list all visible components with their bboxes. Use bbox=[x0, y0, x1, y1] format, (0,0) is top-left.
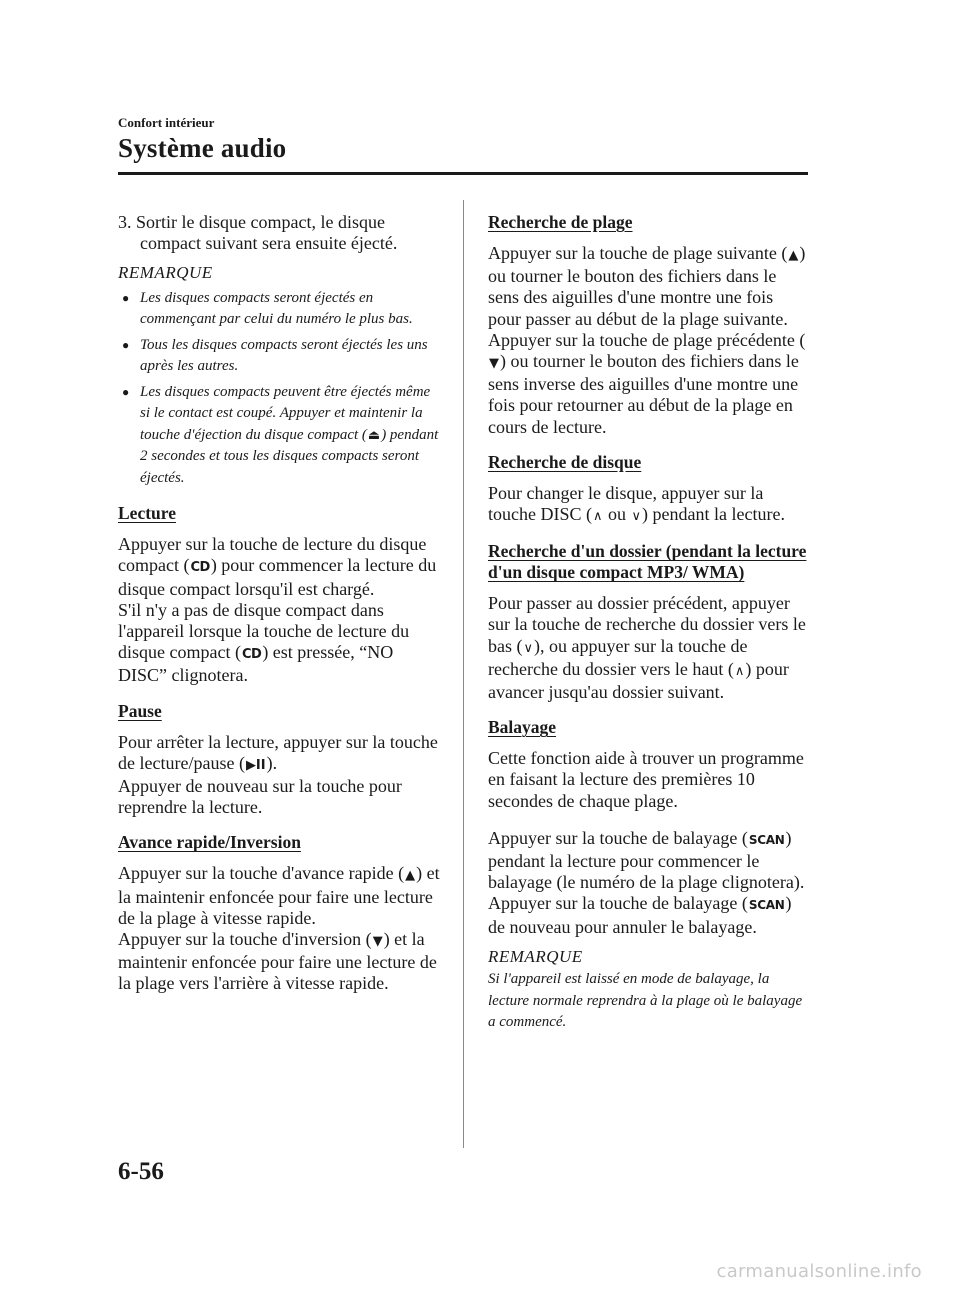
note-item: ● Les disques compacts peuvent être éjectés même si le contact est coupé. Appuyer et maintenir la touche d'éjection du disque compact (⏏) pendant 2 secondes et tous les disques compacts seront éjectés. bbox=[122, 383, 439, 486]
section-heading-disque: Recherche de disque bbox=[488, 451, 642, 472]
paragraph: Appuyer de nouveau sur la touche pour reprendre la lecture. bbox=[118, 775, 402, 818]
play-pause-icon: ▶II bbox=[245, 757, 266, 773]
paragraph: Cette fonction aide à trouver un programme en faisant la lecture des premières 10 secondes de chaque plage. bbox=[488, 748, 804, 811]
down-chevron-icon: ∨ bbox=[631, 509, 642, 525]
section-heading-balayage: Balayage bbox=[488, 717, 557, 738]
paragraph: Appuyer sur la touche de plage suivante (▲) ou tourner le bouton des fichiers dans le sens des aiguilles d'une montre une fois pour passer au début de la plage suivante. bbox=[488, 243, 806, 329]
step-3: 3. Sortir le disque compact, le disque compact suivant sera ensuite éjecté. bbox=[118, 212, 398, 254]
scan-icon: SCAN bbox=[748, 832, 785, 847]
page-title: Système audio bbox=[118, 133, 287, 163]
eject-icon: ⏏ bbox=[367, 427, 381, 443]
up-chevron-icon: ∧ bbox=[592, 509, 603, 525]
down-chevron-icon: ∨ bbox=[523, 640, 534, 656]
page-number: 6-56 bbox=[118, 1158, 164, 1185]
remarque-text: Si l'appareil est laissé en mode de balayage, la lecture normale reprendra à la plage où le balayage a commencé. bbox=[488, 971, 803, 1031]
section-heading-lecture: Lecture bbox=[118, 503, 176, 524]
down-triangle-icon: ▼ bbox=[372, 933, 383, 949]
left-column bbox=[118, 212, 440, 995]
down-triangle-icon: ▼ bbox=[489, 356, 499, 372]
bullet-icon: ● bbox=[122, 384, 130, 399]
paragraph: Appuyer sur la touche de balayage (SCAN) de nouveau pour annuler le balayage. bbox=[488, 893, 792, 937]
bullet-icon: ● bbox=[122, 337, 130, 352]
paragraph: Appuyer sur la touche de plage précédente (▼) ou tourner le bouton des fichiers dans le sens inverse des aiguilles d'une montre une fois pour retourner au début de la plage en cours de lecture. bbox=[488, 329, 806, 437]
section-heading-pause: Pause bbox=[118, 700, 162, 721]
title-rule bbox=[118, 172, 808, 175]
note-item: ● Tous les disques compacts seront éjectés les uns après les autres. bbox=[122, 336, 428, 375]
section-heading-dossier: Recherche d'un dossier (pendant la lecture d'un disque compact MP3/ WMA) bbox=[488, 541, 807, 583]
up-triangle-icon: ▲ bbox=[405, 868, 416, 884]
remarque-heading: REMARQUE bbox=[118, 263, 213, 283]
paragraph: Pour arrêter la lecture, appuyer sur la touche de lecture/pause (▶II). bbox=[118, 732, 440, 776]
paragraph: Pour passer au dossier précédent, appuyer sur la touche de recherche du dossier vers le bas (∨), ou appuyer sur la touche de recherche du dossier vers le haut (∧) pour avancer jusqu'au dossier suivant. bbox=[488, 593, 806, 703]
bullet-icon: ● bbox=[122, 290, 130, 305]
section-heading-avance: Avance rapide/Inversion bbox=[118, 832, 301, 853]
paragraph: Appuyer sur la touche d'inversion (▼) et la maintenir enfoncée pour faire une lecture de la plage vers l'arrière à vitesse rapide. bbox=[118, 928, 437, 994]
paragraph: Appuyer sur la touche de lecture du disque compact (CD) pour commencer la lecture du disque compact lorsqu'il est chargé. bbox=[118, 534, 437, 599]
remarque-heading: REMARQUE bbox=[488, 946, 583, 966]
scan-icon: SCAN bbox=[748, 898, 785, 913]
section-label: Confort intérieur bbox=[118, 115, 215, 130]
paragraph: Appuyer sur la touche d'avance rapide (▲) et la maintenir enfoncée pour faire une lecture de la plage à vitesse rapide. bbox=[118, 863, 440, 928]
column-divider bbox=[463, 200, 464, 1148]
paragraph: S'il n'y a pas de disque compact dans l'appareil lorsque la touche de lecture du disque compact (CD) est pressée, “NO DISC” clignotera. bbox=[118, 599, 410, 686]
up-triangle-icon: ▲ bbox=[788, 248, 799, 263]
cd-icon: CD bbox=[241, 647, 262, 663]
paragraph: Appuyer sur la touche de balayage (SCAN) pendant la lecture pour commencer le balayage (le numéro de la plage clignotera). bbox=[488, 827, 805, 893]
section-heading-plage: Recherche de plage bbox=[488, 212, 633, 232]
watermark: carmanualsonline.info bbox=[716, 1261, 922, 1282]
note-item: ● Les disques compacts seront éjectés en commençant par celui du numéro le plus bas. bbox=[122, 289, 413, 328]
cd-icon: CD bbox=[190, 560, 210, 576]
right-column bbox=[488, 212, 810, 1034]
up-chevron-icon: ∧ bbox=[734, 663, 745, 679]
paragraph: Pour changer le disque, appuyer sur la touche DISC (∧ ou ∨) pendant la lecture. bbox=[488, 483, 810, 527]
